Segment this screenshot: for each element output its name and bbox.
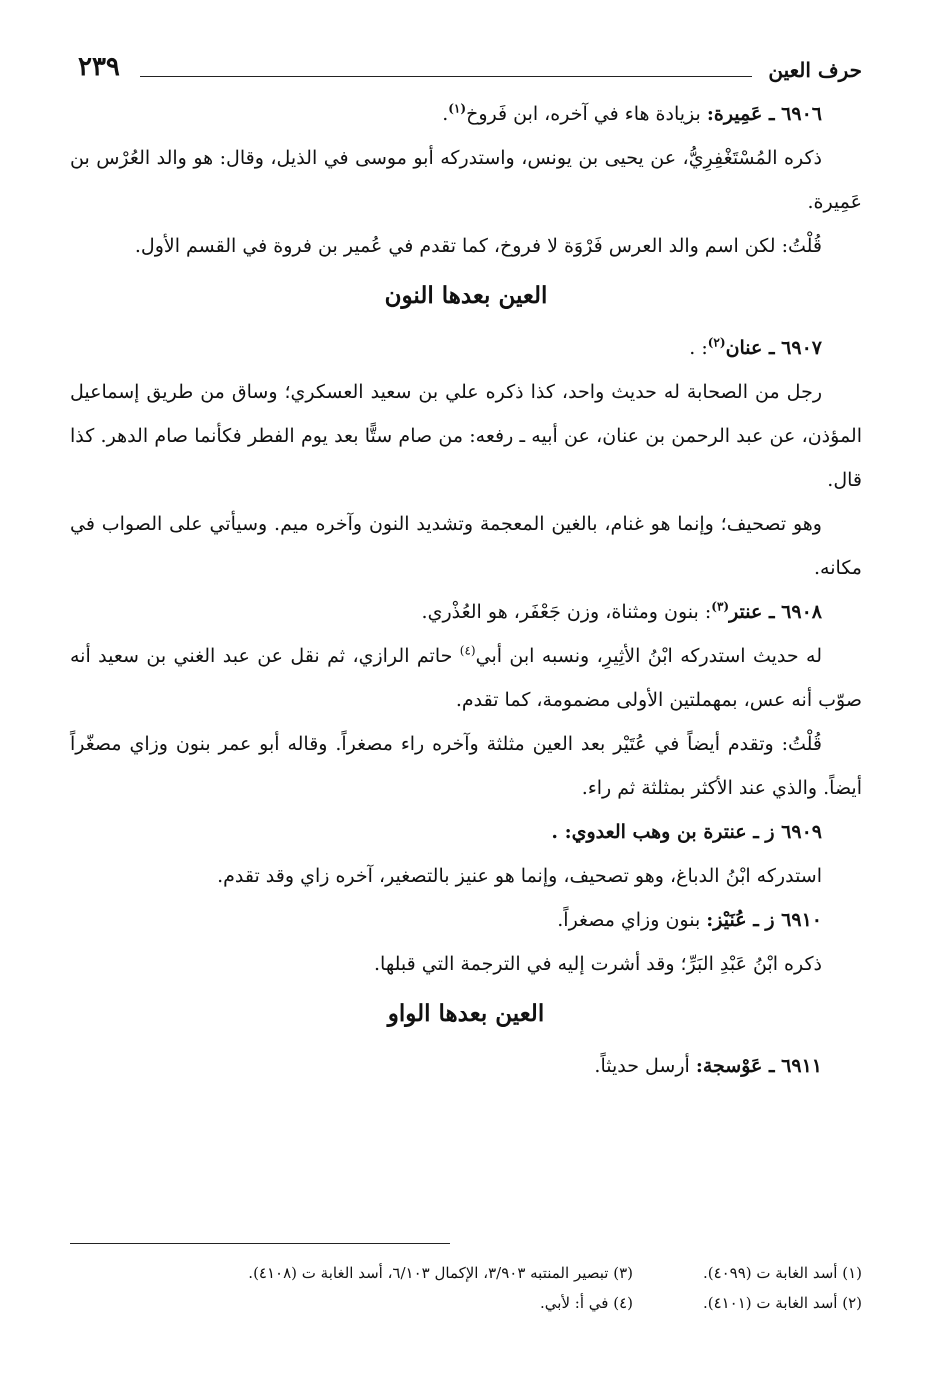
page-body (70, 92, 862, 1088)
entry-description: : بنون ومثناة، وزن جَعْفَر، هو العُذْري. (421, 601, 712, 623)
entry-number-name: ٦٩٠٦ ـ عَمِيرة: (706, 103, 822, 125)
running-title: حرف العين (768, 58, 862, 82)
footnote-1: (١) أسد الغابة ت (٤٠٩٩). (702, 1264, 862, 1282)
footnote-ref: (٢) (707, 335, 726, 350)
section-heading: العين بعدها الواو (387, 1000, 545, 1027)
entry-number-name: ٦٩١٠ ز ـ عُنَيْز: (706, 909, 822, 931)
paragraph-text: له حديث استدركه ابْنُ الأثِيرِ، ونسبه ابن أبي (475, 645, 822, 667)
paragraph: استدركه ابْنُ الدباغ، وهو تصحيف، وإنما هو عنيز بالتصغير، آخره زاي وقد تقدم. (217, 865, 822, 887)
paragraph: قُلْتُ: لكن اسم والد العرس فَرْوَة لا فروخ، كما تقدم في عُمير بن فروة في القسم الأول. (134, 235, 822, 257)
paragraph: ذكره ابْنُ عَبْدِ البَرِّ؛ وقد أشرت إليه في الترجمة التي قبلها. (374, 953, 822, 975)
paragraph: وهو تصحيف؛ وإنما هو غنام، بالغين المعجمة وتشديد النون وآخره ميم. وسيأتي على الصواب في مكانه. (70, 513, 862, 579)
paragraph: قُلْتُ: وتقدم أيضاً في عُتَيْر بعد العين مثلثة وآخره راء مصغراً. وقاله أبو عمر بنون وزاي مصغّراً أيضاً. والذي عند الأكثر بمثلثة ثم راء. (70, 733, 862, 799)
footnote-4: (٤) في أ: لأبي. (540, 1294, 633, 1312)
entry-6909-heading: ٦٩٠٩ ز ـ عنترة بن وهب العدوي: . (551, 821, 822, 843)
entry-tail: . (442, 103, 449, 125)
entry-number-name: ٦٩٠٨ ـ عنتر (729, 601, 822, 623)
entry-number-name: ٦٩٠٧ ـ عنان (725, 337, 822, 359)
entry-6911-heading (70, 1044, 862, 1088)
entry-6908-heading (70, 590, 862, 634)
entry-6907-heading (70, 326, 862, 370)
entry-description: أرسل حديثاً. (594, 1055, 696, 1077)
header-rule (140, 76, 752, 77)
footnote-ref: (١) (448, 101, 467, 116)
paragraph (70, 634, 862, 722)
footnote-ref: (٣) (711, 599, 730, 614)
paragraph: رجل من الصحابة له حديث واحد، كذا ذكره علي بن سعيد العسكري؛ وساق من طريق إسماعيل المؤذن، عن عبد الرحمن بن عنان، عن أبيه ـ رفعه: من صام ستًّا بعد يوم الفطر فكأنما صام الدهر. كذا قال. (70, 381, 862, 491)
book-page (70, 48, 862, 1348)
entry-6906-heading (70, 92, 862, 136)
entry-number-name: ٦٩١١ ـ عَوْسجة: (695, 1055, 822, 1077)
paragraph-text: حاتم الرازي، ثم نقل عن عبد الغني بن سعيد أنه صوّب أنه عس، بمهملتين الأولى مضمومة، كما تقدم. (70, 645, 862, 711)
footnote-rule (70, 1243, 450, 1244)
footnote-row (70, 1288, 862, 1318)
footnote-ref: (٤) (459, 643, 476, 658)
section-heading: العين بعدها النون (384, 282, 548, 309)
entry-tail: : . (689, 337, 708, 359)
footnote-2: (٢) أسد الغابة ت (٤١٠١). (702, 1294, 862, 1312)
entry-description: بنون وزاي مصغراً. (557, 909, 707, 931)
page-header (70, 48, 862, 92)
paragraph: ذكره المُسْتَغْفِرِيُّ، عن يحيى بن يونس، واستدركه أبو موسى في الذيل، وقال: هو والد العُرْس بن عَمِيرة. (70, 147, 862, 213)
entry-description: بزيادة هاء في آخره، ابن فَروخ (466, 103, 707, 125)
footnotes (70, 1258, 862, 1318)
footnote-row (70, 1258, 862, 1288)
page-number: ٢٣٩ (78, 52, 120, 82)
entry-6910-heading (70, 898, 862, 942)
footnote-3: (٣) تبصير المنتبه ٣/٩٠٣، الإكمال ٦/١٠٣، أسد الغابة ت (٤١٠٨). (248, 1264, 633, 1282)
